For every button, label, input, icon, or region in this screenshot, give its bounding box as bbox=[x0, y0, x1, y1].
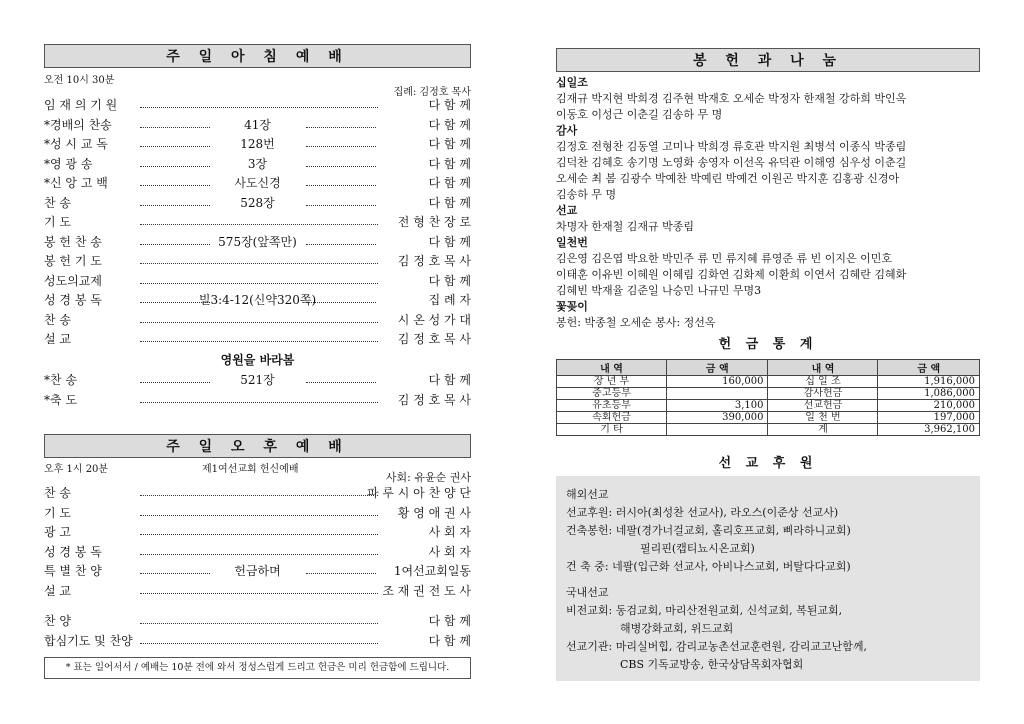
order-item-label: 성도의교제 bbox=[44, 273, 102, 288]
table-row bbox=[557, 376, 980, 388]
worship-notice: * 표는 일어서서 / 예배는 10분 전에 와서 정성스럽게 드리고 헌금은 미리 헌금함에 드립니다. bbox=[44, 657, 471, 679]
order-row bbox=[44, 155, 471, 173]
order-row bbox=[44, 330, 471, 348]
table-cell: 일 천 번 bbox=[768, 412, 878, 424]
offering-names-line: 오세순 최 봄 김광수 박예찬 박예린 박예건 이원곤 박지훈 김홍광 신경아 bbox=[556, 172, 900, 185]
dotted-leader bbox=[140, 341, 378, 342]
order-item-label: 성 경 봉 독 bbox=[44, 544, 102, 559]
morning-presider: 집례: 김정호 목사 bbox=[393, 87, 471, 98]
afternoon-service-time: 오후 1시 20분 bbox=[44, 464, 109, 475]
order-row bbox=[44, 213, 471, 231]
table-cell: 십 일 조 bbox=[768, 376, 878, 388]
mission-section-title: 선 교 후 원 bbox=[718, 456, 818, 471]
order-row bbox=[44, 96, 471, 114]
table-cell bbox=[666, 388, 768, 400]
offering-section-title: 봉 헌 과 나 눔 bbox=[556, 48, 980, 72]
order-item-label: 기 도 bbox=[44, 215, 71, 229]
order-row bbox=[44, 252, 471, 270]
domestic-heading: 국내선교 bbox=[566, 586, 609, 599]
order-item-leader: 다 함 께 bbox=[428, 195, 471, 210]
order-item-label: 설 교 bbox=[44, 332, 71, 346]
offering-group-heading: 일천번 bbox=[556, 236, 588, 249]
table-cell: 중고등부 bbox=[557, 388, 667, 400]
offering-group-heading: 십일조 bbox=[556, 76, 588, 89]
domestic-line: 선교기관: 마리실버힙, 감리교농촌선교훈련원, 감리교고난함께, bbox=[566, 640, 867, 653]
order-row bbox=[44, 632, 471, 650]
order-row bbox=[44, 135, 471, 153]
order-item-label: 찬 송 bbox=[44, 312, 71, 327]
dotted-leader bbox=[140, 283, 378, 284]
order-item-leader: 다 함 께 bbox=[428, 373, 471, 387]
order-item-leader: 김 정 호 목 사 bbox=[397, 332, 471, 346]
dotted-leader bbox=[140, 402, 378, 403]
order-item-detail: 41장 bbox=[244, 117, 271, 132]
dotted-leader bbox=[140, 205, 210, 206]
offering-stats-table bbox=[556, 359, 980, 436]
dotted-leader bbox=[140, 263, 378, 264]
col-header: 금 액 bbox=[878, 360, 980, 376]
order-item-label: *축 도 bbox=[44, 393, 77, 407]
order-item-label: 봉 헌 찬 송 bbox=[44, 234, 102, 249]
dotted-leader bbox=[140, 623, 378, 624]
order-item-leader: 김 정 호 목 사 bbox=[397, 393, 471, 407]
order-item-label: 광 고 bbox=[44, 525, 71, 539]
order-item-leader: 시 온 성 가 대 bbox=[397, 312, 471, 327]
dotted-leader bbox=[140, 302, 210, 303]
order-row bbox=[44, 391, 471, 409]
order-item-label: 찬 송 bbox=[44, 195, 71, 210]
dotted-leader bbox=[140, 534, 378, 535]
table-cell: 유초등부 bbox=[557, 400, 667, 412]
table-row bbox=[557, 388, 980, 400]
order-item-leader: 다 함 께 bbox=[428, 137, 471, 151]
order-row bbox=[44, 543, 471, 561]
table-cell: 3,962,100 bbox=[878, 424, 980, 436]
order-item-leader: 전 형 찬 장 로 bbox=[397, 215, 471, 229]
order-item-leader: 다 함 께 bbox=[428, 156, 471, 171]
col-header: 내 역 bbox=[768, 360, 878, 376]
dotted-leader bbox=[140, 554, 378, 555]
order-item-leader: 파 루 시 아 찬 양 단 bbox=[366, 486, 471, 500]
table-row bbox=[557, 412, 980, 424]
dotted-leader bbox=[140, 573, 210, 574]
dotted-leader bbox=[140, 166, 210, 167]
offering-names-line: 이태훈 이유빈 이혜원 이혜림 김화연 김화제 이환희 이연서 김혜란 김혜화 bbox=[556, 268, 907, 281]
order-row bbox=[44, 174, 471, 192]
table-cell: 197,000 bbox=[878, 412, 980, 424]
table-cell: 210,000 bbox=[878, 400, 980, 412]
order-item-leader: 다 함 께 bbox=[428, 634, 471, 648]
order-item-label: *신 앙 고 백 bbox=[44, 176, 108, 190]
dotted-leader bbox=[140, 244, 210, 245]
domestic-line: 비전교회: 동검교회, 마리산전원교회, 신석교회, 복된교회, bbox=[566, 604, 843, 617]
order-row bbox=[44, 116, 471, 134]
offering-names-line: 김은영 김은엽 박요한 박민주 류 민 류지혜 류영준 류 빈 이지은 이민호 bbox=[556, 252, 892, 265]
order-row bbox=[44, 523, 471, 541]
offering-names-line: 이동호 이성근 이춘길 김송하 무 명 bbox=[556, 108, 723, 121]
order-item-label: 찬 송 bbox=[44, 486, 71, 500]
order-item-label: 설 교 bbox=[44, 583, 71, 598]
afternoon-presider: 사회: 유윤순 권사 bbox=[385, 471, 471, 484]
order-item-detail: 사도신경 bbox=[234, 176, 281, 190]
offering-names-line: 김송하 무 명 bbox=[556, 188, 617, 201]
dotted-leader bbox=[140, 643, 378, 644]
sermon-title: 영원을 바라봄 bbox=[220, 353, 295, 367]
domestic-line: 해병강화교회, 위드교회 bbox=[620, 622, 734, 635]
order-item-leader: 조 재 권 전 도 사 bbox=[382, 583, 471, 598]
morning-service-time: 오전 10시 30분 bbox=[44, 75, 115, 86]
afternoon-service-title: 주 일 오 후 예 배 bbox=[44, 434, 471, 458]
order-item-detail: 헌금하며 bbox=[234, 564, 281, 578]
table-cell: 감사헌금 bbox=[768, 388, 878, 400]
order-item-label: *영 광 송 bbox=[44, 156, 93, 171]
order-row bbox=[44, 291, 471, 309]
offering-group-heading: 선교 bbox=[556, 204, 578, 217]
offering-names-line: 김덕찬 김혜호 송기명 노영화 송영자 이선옥 유덕관 이해영 심우성 이춘길 bbox=[556, 156, 907, 169]
table-cell: 160,000 bbox=[666, 376, 768, 388]
offering-names-line: 김정호 전형찬 김동열 고미나 박희경 류호관 박지원 최병석 이종식 박종림 bbox=[556, 140, 907, 153]
overseas-line: 건축봉헌: 네팔(경가너걸교회, 홀리호프교회, 삐라하니교회) bbox=[566, 524, 851, 537]
order-item-leader: 다 함 께 bbox=[428, 234, 471, 249]
order-item-leader: 다 함 께 bbox=[428, 273, 471, 288]
table-cell: 3,100 bbox=[666, 400, 768, 412]
table-row bbox=[557, 400, 980, 412]
offering-group-heading: 꽃꽂이 bbox=[556, 300, 588, 313]
order-item-leader: 다 함 께 bbox=[428, 614, 471, 628]
overseas-line: 선교후원: 러시아(최성찬 선교사), 라오스(이준상 선교사) bbox=[566, 506, 839, 519]
order-item-leader: 사 회 자 bbox=[428, 525, 471, 539]
table-header-row bbox=[557, 360, 980, 376]
dotted-leader bbox=[140, 382, 210, 383]
order-item-label: 기 도 bbox=[44, 505, 71, 520]
table-cell bbox=[666, 424, 768, 436]
table-row bbox=[557, 424, 980, 436]
overseas-line: 건 축 중: 네팔(입근화 선교사, 아비나스교회, 버탈다다교회) bbox=[566, 560, 851, 573]
table-cell: 장 년 부 bbox=[557, 376, 667, 388]
dotted-leader bbox=[140, 515, 378, 516]
order-item-label: 특 별 찬 양 bbox=[44, 564, 102, 578]
offering-names-line: 김혜빈 박재율 김준일 나승민 나규민 무명3 bbox=[556, 284, 762, 297]
order-row bbox=[44, 612, 471, 630]
dotted-leader bbox=[140, 322, 378, 323]
order-item-leader: 다 함 께 bbox=[428, 117, 471, 132]
dotted-leader bbox=[140, 127, 210, 128]
dotted-leader bbox=[140, 146, 210, 147]
order-item-label: 찬 양 bbox=[44, 614, 71, 628]
offering-names-line: 봉헌: 박종철 오세순 봉사: 정선옥 bbox=[556, 316, 716, 329]
order-item-leader: 황 영 애 권 사 bbox=[397, 505, 471, 520]
table-cell: 390,000 bbox=[666, 412, 768, 424]
order-item-detail: 528장 bbox=[240, 195, 275, 210]
overseas-heading: 해외선교 bbox=[566, 488, 609, 501]
order-row bbox=[44, 233, 471, 251]
order-item-detail: 빌3:4-12(신약320쪽) bbox=[198, 293, 317, 307]
order-row bbox=[44, 371, 471, 389]
overseas-line: 필리핀(캡티뇨시온교회) bbox=[640, 542, 755, 555]
dotted-leader bbox=[140, 224, 378, 225]
order-item-leader: 1여선교회일동 bbox=[393, 564, 471, 578]
order-item-leader: 사 회 자 bbox=[428, 544, 471, 559]
order-item-label: *성 시 교 독 bbox=[44, 137, 108, 151]
order-item-label: 합심기도 및 찬양 bbox=[44, 634, 133, 648]
order-row bbox=[44, 194, 471, 212]
order-item-leader: 다 함 께 bbox=[428, 176, 471, 190]
offering-group-heading: 감사 bbox=[556, 124, 578, 137]
order-item-detail: 128번 bbox=[240, 137, 275, 151]
col-header: 내 역 bbox=[557, 360, 667, 376]
col-header: 금 액 bbox=[666, 360, 768, 376]
dotted-leader bbox=[140, 107, 378, 108]
order-item-leader: 집 례 자 bbox=[428, 293, 471, 307]
order-item-label: *경배의 찬송 bbox=[44, 117, 112, 132]
order-row bbox=[44, 504, 471, 522]
order-item-detail: 575장(앞쪽만) bbox=[218, 234, 297, 249]
order-item-label: 성 경 봉 독 bbox=[44, 293, 102, 307]
order-item-detail: 3장 bbox=[247, 156, 268, 171]
dotted-leader bbox=[140, 593, 378, 594]
table-cell: 계 bbox=[768, 424, 878, 436]
order-item-detail: 521장 bbox=[240, 373, 275, 387]
dotted-leader bbox=[140, 495, 378, 496]
order-item-label: 봉 헌 기 도 bbox=[44, 254, 102, 268]
offering-stats-title: 헌 금 통 계 bbox=[718, 337, 818, 352]
order-item-label: 임 재 의 기 원 bbox=[44, 98, 118, 112]
morning-service-title: 주 일 아 침 예 배 bbox=[44, 44, 471, 68]
domestic-line: CBS 기독교방송, 한국상담목회자협회 bbox=[620, 658, 804, 671]
table-cell: 속회헌금 bbox=[557, 412, 667, 424]
order-row bbox=[44, 272, 471, 290]
afternoon-subtitle: 제1여선교회 헌신예배 bbox=[202, 464, 299, 475]
offering-names-line: 차명자 한재철 김재규 박종림 bbox=[556, 220, 695, 233]
table-cell: 기 타 bbox=[557, 424, 667, 436]
order-row bbox=[44, 582, 471, 600]
order-row bbox=[44, 484, 471, 502]
table-cell: 1,916,000 bbox=[878, 376, 980, 388]
order-item-leader: 김 정 호 목 사 bbox=[397, 254, 471, 268]
offering-names-line: 김재규 박지현 박희경 김주현 박재호 오세순 박정자 한재철 강하희 박인옥 bbox=[556, 92, 907, 105]
table-cell: 선교헌금 bbox=[768, 400, 878, 412]
dotted-leader bbox=[140, 185, 210, 186]
mission-support-box bbox=[556, 476, 980, 681]
order-row bbox=[44, 562, 471, 580]
order-item-leader: 다 함 께 bbox=[428, 98, 471, 112]
order-row bbox=[44, 311, 471, 329]
table-cell: 1,086,000 bbox=[878, 388, 980, 400]
order-item-label: *찬 송 bbox=[44, 373, 77, 387]
